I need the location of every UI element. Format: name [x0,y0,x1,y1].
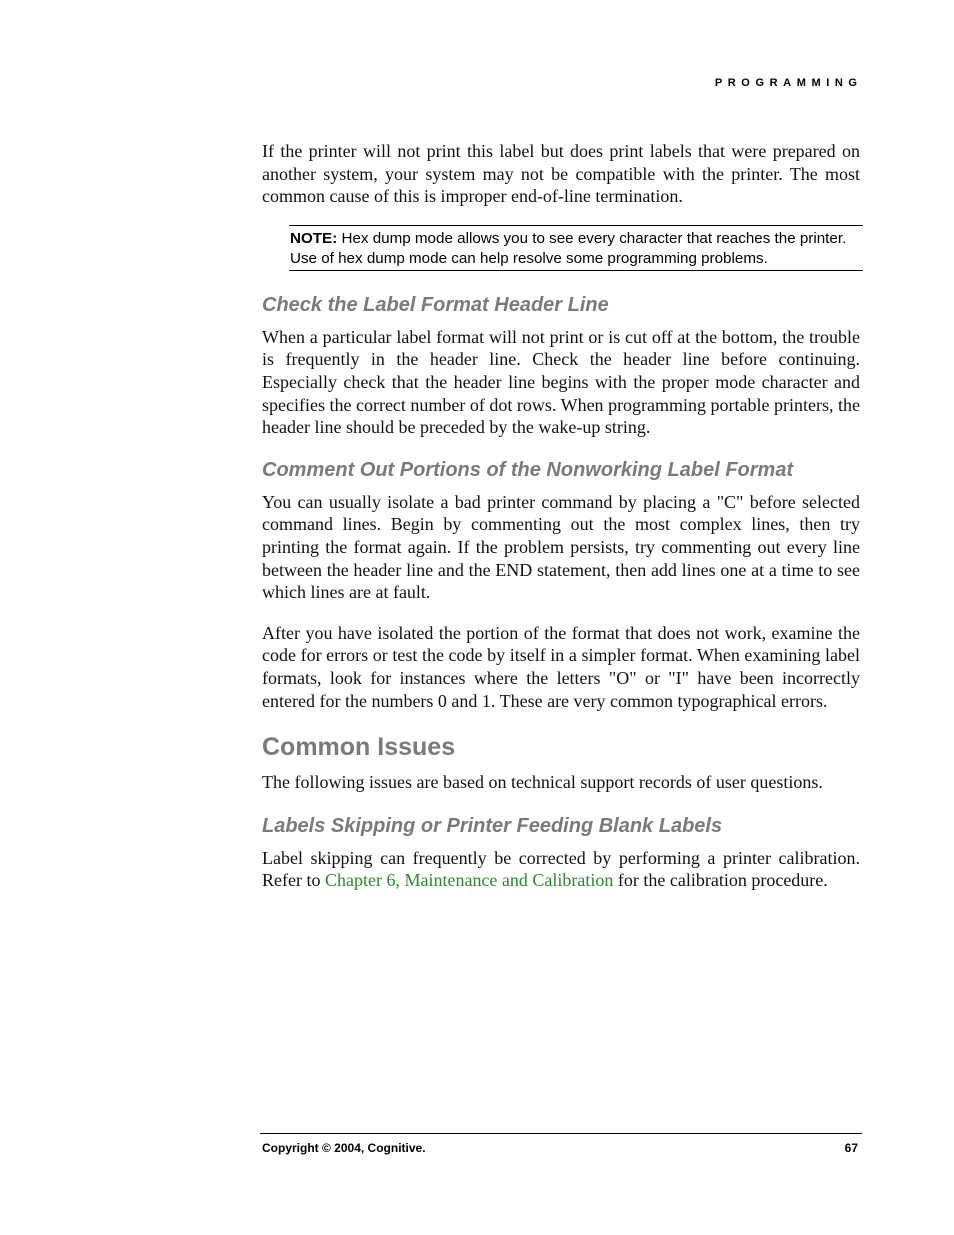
comment-out-paragraph-2: After you have isolated the portion of the format that does not work, examine the code for errors or test the code by itself in a simpler format. When examining label formats, look for instances where the letters "O" or "I" have been incorrectly entered for the numbers 0 and 1. These are very common typographical errors. [262,622,860,711]
labels-skipping-text-after: for the calibration procedure. [613,870,828,891]
note-text: Hex dump mode allows you to see every character that reaches the printer. Use of hex dump mode can help resolve some programming problems. [290,229,847,267]
section-heading-header-line: Check the Label Format Header Line [262,293,609,316]
chapter-6-link[interactable]: Chapter 6, Maintenance and Calibration [324,870,614,891]
footer-page-number: 67 [844,1141,858,1155]
header-line-paragraph: When a particular label format will not print or is cut off at the bottom, the trouble is frequently in the header line. Check the header line before continuing. Especially check that the header line begins with the proper mode character and specifies the correct number of dot rows. When programming portable printers, the header line should be preceded by the wake-up string. [262,326,860,438]
note-box [289,225,863,271]
section-heading-labels-skipping: Labels Skipping or Printer Feeding Blank Labels [262,814,723,837]
intro-paragraph: If the printer will not print this label but does print labels that were prepared on another system, your system may not be compatible with the printer. The most common cause of this is improper end-of-line termination. [262,141,860,207]
common-issues-heading: Common Issues [262,733,456,762]
labels-skipping-paragraph [262,847,860,892]
running-header: PROGRAMMING [714,77,863,89]
footer-copyright: Copyright © 2004, Cognitive. [262,1141,426,1155]
note-label: NOTE: [290,229,338,247]
common-issues-paragraph: The following issues are based on technical support records of user questions. [262,772,823,793]
page-content [262,140,860,892]
labels-skipping-text-before: Label skipping can frequently be corrected by performing a printer calibration. Refer to [262,847,860,891]
section-heading-comment-out: Comment Out Portions of the Nonworking Label Format [262,458,794,481]
comment-out-paragraph-1: You can usually isolate a bad printer command by placing a "C" before selected command lines. Begin by commenting out the most complex lines, then try printing the format again. If the problem persists, try commenting out every line between the header line and the END statement, then add lines one at a time to see which lines are at fault. [262,491,860,603]
footer-rule [260,1133,862,1134]
